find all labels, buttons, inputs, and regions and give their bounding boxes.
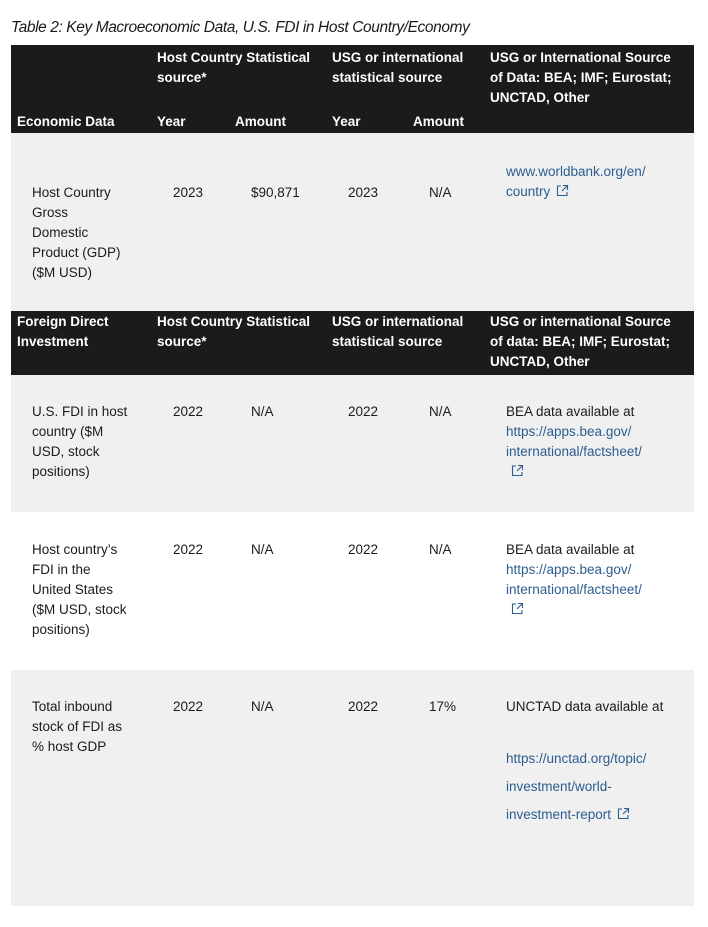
- bea-link-l1[interactable]: https://apps.bea.gov/: [506, 562, 632, 577]
- usfdi-usg-amount: N/A: [429, 404, 452, 419]
- table-row-us-fdi: [11, 375, 694, 512]
- header-data-source-l2: of Data: BEA; IMF; Eurostat;: [490, 70, 672, 85]
- row-label-l3: Domestic: [32, 225, 89, 240]
- table-row-inbound: [11, 670, 694, 906]
- hostfdi-usg-amount: N/A: [429, 542, 452, 557]
- row-label-l3: USD, stock: [32, 444, 100, 459]
- header-year-host: Year: [157, 114, 186, 129]
- row-label-l1: Host Country: [32, 185, 111, 200]
- external-link-icon[interactable]: [511, 601, 524, 621]
- row-label-l4: Product (GDP): [32, 245, 121, 260]
- row-label-l1: Host country’s: [32, 542, 118, 557]
- row-label-l4: ($M USD, stock: [32, 602, 127, 617]
- header-usg-source-l1: USG or international: [332, 50, 464, 65]
- header-data-source-l1: USG or international Source: [490, 314, 671, 329]
- header-fdi-l1: Foreign Direct: [17, 314, 109, 329]
- row-label-l5: positions): [32, 622, 90, 637]
- row-label-l2: Gross: [32, 205, 69, 220]
- inbound-usg-amount: 17%: [429, 699, 457, 714]
- header-year-usg: Year: [332, 114, 361, 129]
- unctad-link-l3[interactable]: investment-report: [506, 807, 612, 822]
- header-host-source-l2: source*: [157, 334, 207, 349]
- row-label-l4: positions): [32, 464, 90, 479]
- hostfdi-host-amount: N/A: [251, 542, 274, 557]
- gdp-usg-amount: N/A: [429, 185, 452, 200]
- header-usg-source-l2: statistical source: [332, 70, 443, 85]
- header-usg-source-l2: statistical source: [332, 334, 443, 349]
- row-label-l5: ($M USD): [32, 265, 92, 280]
- worldbank-link-l1[interactable]: www.worldbank.org/en/: [506, 164, 646, 179]
- usfdi-host-year: 2022: [173, 404, 204, 419]
- header-host-source-l1: Host Country Statistical: [157, 50, 311, 65]
- worldbank-link-l2[interactable]: country: [506, 184, 551, 199]
- table-row-gdp: [11, 133, 694, 311]
- unctad-link-l2[interactable]: investment/world-: [506, 779, 612, 794]
- hostfdi-host-year: 2022: [173, 542, 204, 557]
- gdp-host-amount: $90,871: [251, 185, 300, 200]
- usfdi-source-text: BEA data available at: [506, 404, 635, 419]
- gdp-usg-year: 2023: [348, 185, 379, 200]
- row-label-l1: U.S. FDI in host: [32, 404, 128, 419]
- header-data-source-l3: UNCTAD, Other: [490, 90, 590, 105]
- table-row-host-fdi: [11, 512, 694, 670]
- header-usg-source-l1: USG or international: [332, 314, 464, 329]
- header-amount-usg: Amount: [413, 114, 464, 129]
- bea-link-l1[interactable]: https://apps.bea.gov/: [506, 424, 632, 439]
- inbound-host-year: 2022: [173, 699, 204, 714]
- usfdi-usg-year: 2022: [348, 404, 379, 419]
- row-label-l2: country ($M: [32, 424, 104, 439]
- header-fdi-l2: Investment: [17, 334, 89, 349]
- bea-link-l2[interactable]: international/factsheet/: [506, 582, 642, 597]
- header-economic-data: Economic Data: [17, 114, 115, 129]
- header-host-source-l2: source*: [157, 70, 207, 85]
- external-link-icon[interactable]: [617, 802, 630, 830]
- row-label-l3: % host GDP: [32, 739, 107, 754]
- header-amount-host: Amount: [235, 114, 286, 129]
- row-label-l2: FDI in the: [32, 562, 91, 577]
- header-data-source-l1: USG or International Source: [490, 50, 671, 65]
- usfdi-host-amount: N/A: [251, 404, 274, 419]
- header-data-source-l2: of data: BEA; IMF; Eurostat;: [490, 334, 670, 349]
- external-link-icon[interactable]: [511, 463, 524, 483]
- row-label-l3: United States: [32, 582, 114, 597]
- row-label-l2: stock of FDI as: [32, 719, 123, 734]
- header-data-source-l3: UNCTAD, Other: [490, 354, 590, 369]
- inbound-source-text: UNCTAD data available at: [506, 699, 664, 714]
- header-host-source-l1: Host Country Statistical: [157, 314, 311, 329]
- unctad-link-l1[interactable]: https://unctad.org/topic/: [506, 751, 647, 766]
- table-header-fdi: [11, 311, 694, 375]
- hostfdi-source-text: BEA data available at: [506, 542, 635, 557]
- hostfdi-usg-year: 2022: [348, 542, 379, 557]
- external-link-icon[interactable]: [556, 183, 569, 203]
- table-header-economic: [11, 45, 694, 133]
- table-caption: Table 2: Key Macroeconomic Data, U.S. FDI in Host Country/Economy: [11, 19, 470, 36]
- row-label-l1: Total inbound: [32, 699, 113, 714]
- inbound-usg-year: 2022: [348, 699, 379, 714]
- gdp-host-year: 2023: [173, 185, 204, 200]
- bea-link-l2[interactable]: international/factsheet/: [506, 444, 642, 459]
- inbound-host-amount: N/A: [251, 699, 274, 714]
